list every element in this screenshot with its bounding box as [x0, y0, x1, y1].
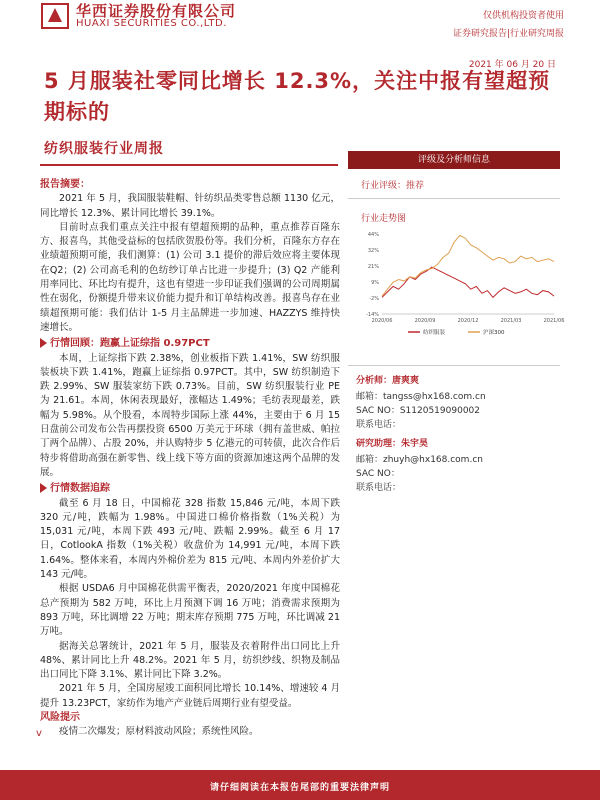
section-heading-risk: 风险提示 [40, 711, 80, 723]
paragraph: 疫情二次爆发；原材料波动风险；系统性风险。 [59, 726, 259, 738]
x-tick-label: 2020/09 [414, 318, 436, 324]
chart-title: 行业走势图 [361, 214, 407, 224]
company-name-en: HUAXI SECURITIES CO.,LTD. [76, 18, 227, 29]
researcher-name: 研究助理：朱宇昊 [356, 439, 429, 449]
report-date: 2021 年 06 月 20 日 [468, 60, 556, 70]
sidebar-divider [348, 198, 560, 199]
paragraph: 截至 6 月 18 日，中国棉花 328 指数 15,846 元/吨，本周下跌 320 元/吨，跌幅为 1.98%。中国进口棉价格指数（1%关税）为 15,031 元/吨，本周下跌 493 元/吨、跌幅 2.99%。截至 6 月 17 日，CotlookA 指数（1%关税）收盘价为 14,991 元/吨，本周下跌 1.64%。整体来看，本周内外棉价差为 815 元/吨、本周内外差价扩大 143 元/吨。 [40, 497, 340, 581]
y-tick-label: -14% [366, 312, 379, 318]
footer-disclaimer: 请仔细阅读在本报告尾部的重要法律声明 [209, 783, 390, 793]
section-heading-market-review [40, 337, 340, 351]
audience-tag: 仅供机构投资者使用 [482, 11, 564, 21]
y-tick-label: 9% [371, 280, 379, 286]
huaxi-logo-icon [40, 2, 70, 30]
legend-label: 纺织服装 [423, 330, 446, 336]
company-name-cn: 华西证券股份有限公司 [76, 2, 237, 20]
title-divider [40, 164, 338, 166]
paragraph: 本周，上证综指下跌 2.38%，创业板指下跌 1.41%，SW 纺织服装板块下跌 1.41%，跑赢上证综指 0.97PCT。其中，SW 纺织制造下跌 2.99%、SW 服装家纺下跌 0.73%。目前，SW 纺织服装行业 PE 为 21.61。本周，休闲表现最好，涨幅达 1.49%；毛纺表现最差，跌幅为 5.98%。从个股看，本周特步国际上涨 44%，主要由于 6 月 15 日盘前公司发布公告再摆投资 6500 万美元于环球（拥有盖世威、帕拉丁两个品牌）、占股 20%，并认购特步 5 亿港元的可转债，此次合作后特步将借助高强在新零售、线上线下等方面的资源加速这两个品牌的发展。 [40, 352, 340, 478]
analyst-email: 邮箱：tangss@hx168.com.cn [356, 392, 486, 402]
paragraph: 目前时点我们重点关注中报有望超预期的品种，重点推荐百隆东方、报喜鸟，其他受益标的包括欣贺股份等。我们分析，百隆东方存在业绩超预期可能，我们测算：(1) 公司 3.1 提价的滞后效应将主要体现在Q2；(2) 公司高毛利的色纺纱订单占比进一步提升；(3) Q2 产能利用率同比、环比均有提升，这也有望进一步印证我们强调的公司周期属性在弱化，份额提升带来议价能力提升和订单结构改善。报喜鸟存在业绩超预期可能：我们估计 1-5 月主品牌进一步加速、HAZZYS 维持快速增长。 [40, 221, 340, 333]
analyst-sac: SAC NO：S1120519090002 [356, 406, 480, 416]
analyst-phone: 联系电话： [356, 420, 402, 430]
paragraph: 2021 年 5 月，全国房屋竣工面积同比增长 10.14%、增速较 4 月提升 13.23PCT，家纺作为地产产业链后周期行业有望受益。 [40, 683, 340, 709]
analyst-name: 分析师：唐爽爽 [356, 376, 420, 386]
y-tick-label: 21% [367, 264, 379, 270]
y-tick-label: -2% [369, 296, 379, 302]
section-heading-text: 行情数据追踪 [50, 483, 110, 495]
industry-rating: 行业评级：推荐 [361, 181, 425, 191]
paragraph: 据海关总署统计，2021 年 5 月，服装及衣着附件出口同比上升 48%、累计同比上升 48.2%。2021 年 5 月，纺织纱线、织物及制品出口同比下降 3.1%、累计同比下降 3.2%。 [40, 640, 340, 681]
abstract-section [40, 178, 340, 740]
legend-label: 沪深300 [483, 330, 505, 336]
x-tick-label: 2021/03 [500, 318, 522, 324]
paragraph: 2021 年 5 月，我国服装鞋帽、针纺织品类零售总额 1130 亿元，同比增长 12.3%、累计同比增长 39.1%。 [40, 193, 340, 219]
page-mark: v [36, 728, 42, 739]
sidebar-header: 评级及分析师信息 [348, 151, 560, 169]
x-tick-label: 2020/06 [371, 318, 393, 324]
triangle-bullet-icon [40, 338, 47, 348]
abstract-label: 报告摘要： [40, 179, 90, 190]
industry-trend-chart [358, 226, 565, 362]
researcher-phone: 联系电话： [356, 483, 402, 493]
researcher-email: 邮箱：zhuyh@hx168.com.cn [356, 455, 483, 465]
industry-title: 纺织服装行业周报 [44, 141, 164, 157]
section-heading-text: 行情回顾：跑赢上证综指 0.97PCT [50, 338, 210, 350]
section-heading-data-tracking [40, 482, 340, 496]
x-tick-label: 2020/12 [457, 318, 479, 324]
x-tick-label: 2021/06 [543, 318, 565, 324]
researcher-sac: SAC NO： [356, 469, 400, 479]
report-title: 5 月服装社零同比增长 12.3%，关注中报有望超预期标的 [44, 69, 551, 124]
triangle-bullet-icon [40, 483, 47, 493]
paragraph: 根据 USDA6 月中国棉花供需平衡表，2020/2021 年度中国棉花总产预期为 582 万吨，环比上月预测下调 16 万吨；消费需求预期为 893 万吨，环比调增 22 万吨；期末库存预期 775 万吨，环比调减 21 万吨。 [40, 583, 340, 638]
y-tick-label: 44% [367, 232, 379, 238]
sidebar-divider-2 [348, 365, 560, 366]
series-line-1 [382, 267, 554, 297]
report-type-tag: 证券研究报告|行业研究周报 [452, 29, 564, 39]
y-tick-label: 32% [367, 248, 379, 254]
